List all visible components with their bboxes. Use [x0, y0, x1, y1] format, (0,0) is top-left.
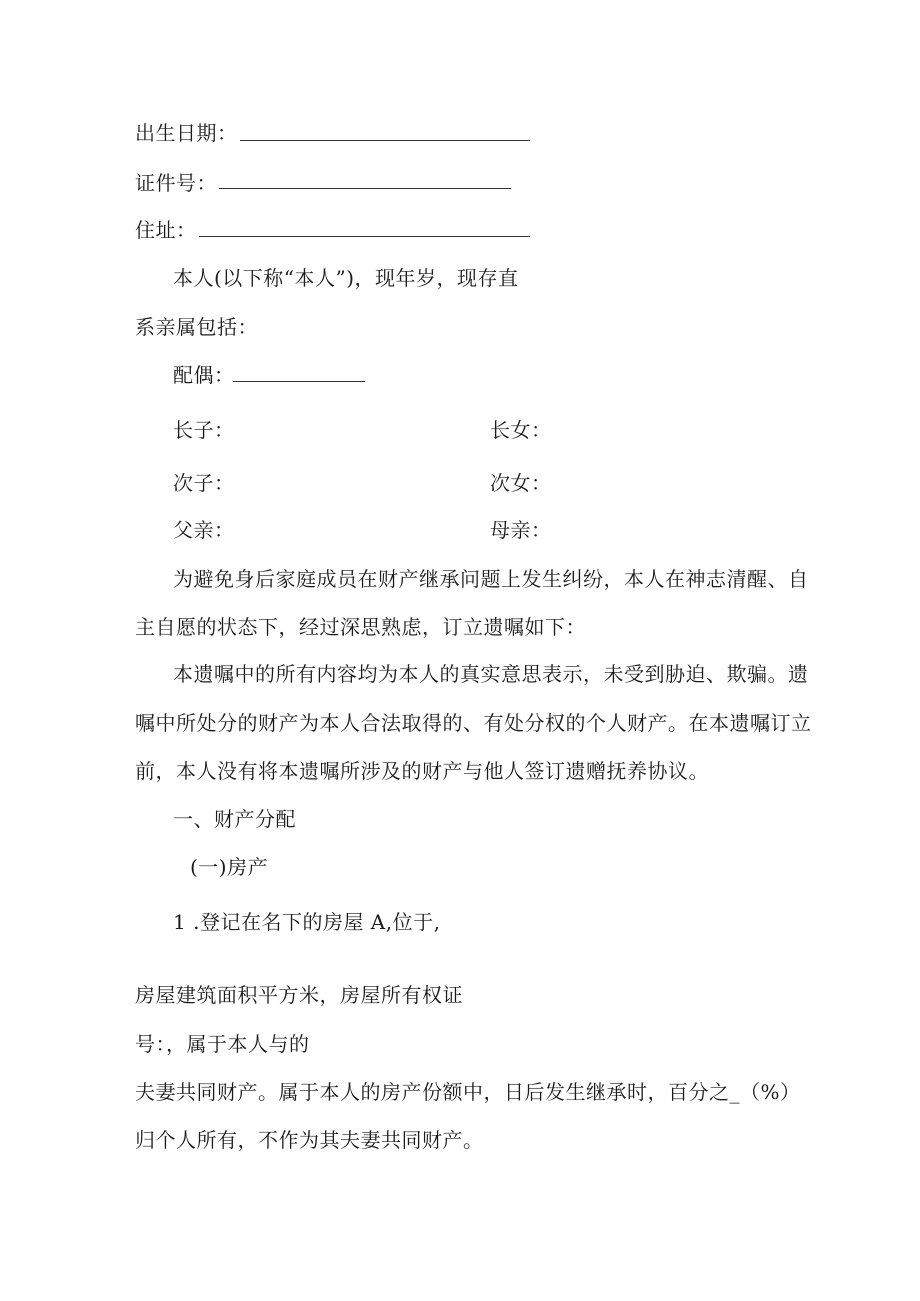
- subsection-1-heading: (一)房产: [190, 855, 269, 879]
- item-1-line-1: 1 .登记在名下的房屋 A,位于,: [173, 910, 441, 934]
- second-daughter-label: 次女：: [490, 471, 552, 495]
- birth-date-blank[interactable]: [240, 140, 530, 141]
- spouse-label: 配偶：: [173, 363, 235, 387]
- id-number-label: 证件号：: [135, 171, 217, 195]
- item-1-line-2: 房屋建筑面积平方米，房屋所有权证: [135, 983, 463, 1007]
- section-1-heading: 一、财产分配: [173, 807, 296, 831]
- item-1-line-5: 归个人所有，不作为其夫妻共同财产。: [135, 1128, 484, 1152]
- address-blank[interactable]: [199, 236, 530, 237]
- item-1-line-3: 号：，属于本人与的: [135, 1032, 310, 1056]
- birth-date-label: 出生日期：: [135, 121, 238, 145]
- spouse-blank[interactable]: [233, 381, 365, 382]
- paragraph-2-line-2: 嘱中所处分的财产为本人合法取得的、有处分权的个人财产。在本遗嘱订立: [135, 711, 812, 735]
- second-son-label: 次子：: [173, 471, 235, 495]
- paragraph-2-line-3: 前，本人没有将本遗嘱所涉及的财产与他人签订遗赠抚养协议。: [135, 759, 709, 783]
- address-label: 住址：: [135, 218, 197, 242]
- paragraph-1-line-1: 为避免身后家庭成员在财产继承问题上发生纠纷，本人在神志清醒、自: [173, 567, 809, 591]
- eldest-daughter-label: 长女：: [490, 418, 552, 442]
- paragraph-2-line-1: 本遗嘱中的所有内容均为本人的真实意思表示，未受到胁迫、欺骗。遗: [173, 662, 809, 686]
- id-number-blank[interactable]: [219, 188, 511, 189]
- paragraph-1-line-2: 主自愿的状态下，经过深思熟虑，订立遗嘱如下：: [135, 615, 586, 639]
- mother-label: 母亲：: [490, 518, 552, 542]
- intro-line-2: 系亲属包括：: [135, 315, 258, 339]
- item-1-line-4: 夫妻共同财产。属于本人的房产份额中，日后发生继承时，百分之_（%）: [135, 1080, 801, 1104]
- father-label: 父亲：: [173, 518, 235, 542]
- intro-line-1: 本人(以下称“本人”)，现年岁，现存直: [173, 266, 519, 290]
- eldest-son-label: 长子：: [173, 418, 235, 442]
